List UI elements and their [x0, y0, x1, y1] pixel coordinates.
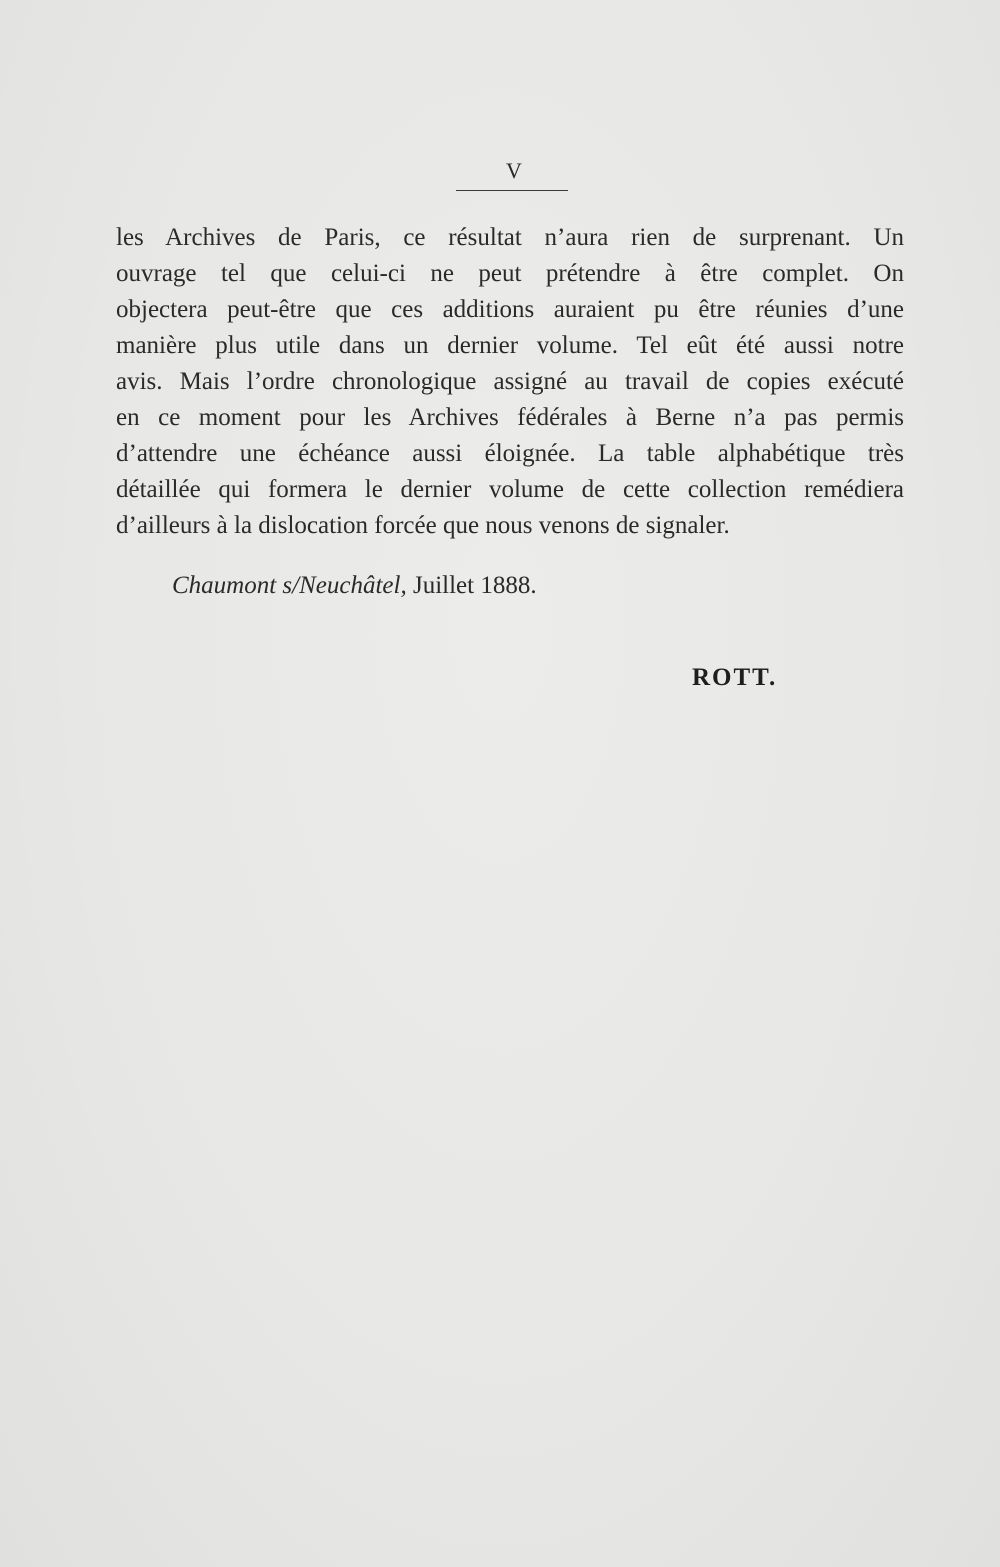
paragraph-line: avis. Mais l’ordre chronologique assigné au travail de copies exécuté: [116, 368, 904, 395]
header-rule: [456, 190, 568, 191]
paragraph-line: d’ailleurs à la dislocation forcée que nous venons de signaler.: [116, 512, 730, 539]
paragraph-line: ouvrage tel que celui-ci ne peut prétendre à être complet. On: [116, 260, 904, 287]
paragraph-line: manière plus utile dans un dernier volume. Tel eût été aussi notre: [116, 332, 904, 359]
author-signature: ROTT.: [692, 664, 778, 691]
paragraph-line: objectera peut-être que ces additions auraient pu être réunies d’une: [116, 296, 904, 323]
paragraph-line: d’attendre une échéance aussi éloignée. La table alphabétique très: [116, 440, 904, 467]
date: Juillet 1888.: [412, 572, 537, 599]
body-paragraph: [116, 220, 904, 544]
paragraph-line: détaillée qui formera le dernier volume de cette collection remédiera: [116, 476, 904, 503]
page-number: V: [506, 158, 522, 183]
place-name: Chaumont s/Neuchâtel,: [172, 572, 407, 599]
place-and-date: [172, 568, 537, 604]
paragraph-line: en ce moment pour les Archives fédérales à Berne n’a pas permis: [116, 404, 904, 431]
paragraph-line: les Archives de Paris, ce résultat n’aura rien de surprenant. Un: [116, 224, 904, 251]
